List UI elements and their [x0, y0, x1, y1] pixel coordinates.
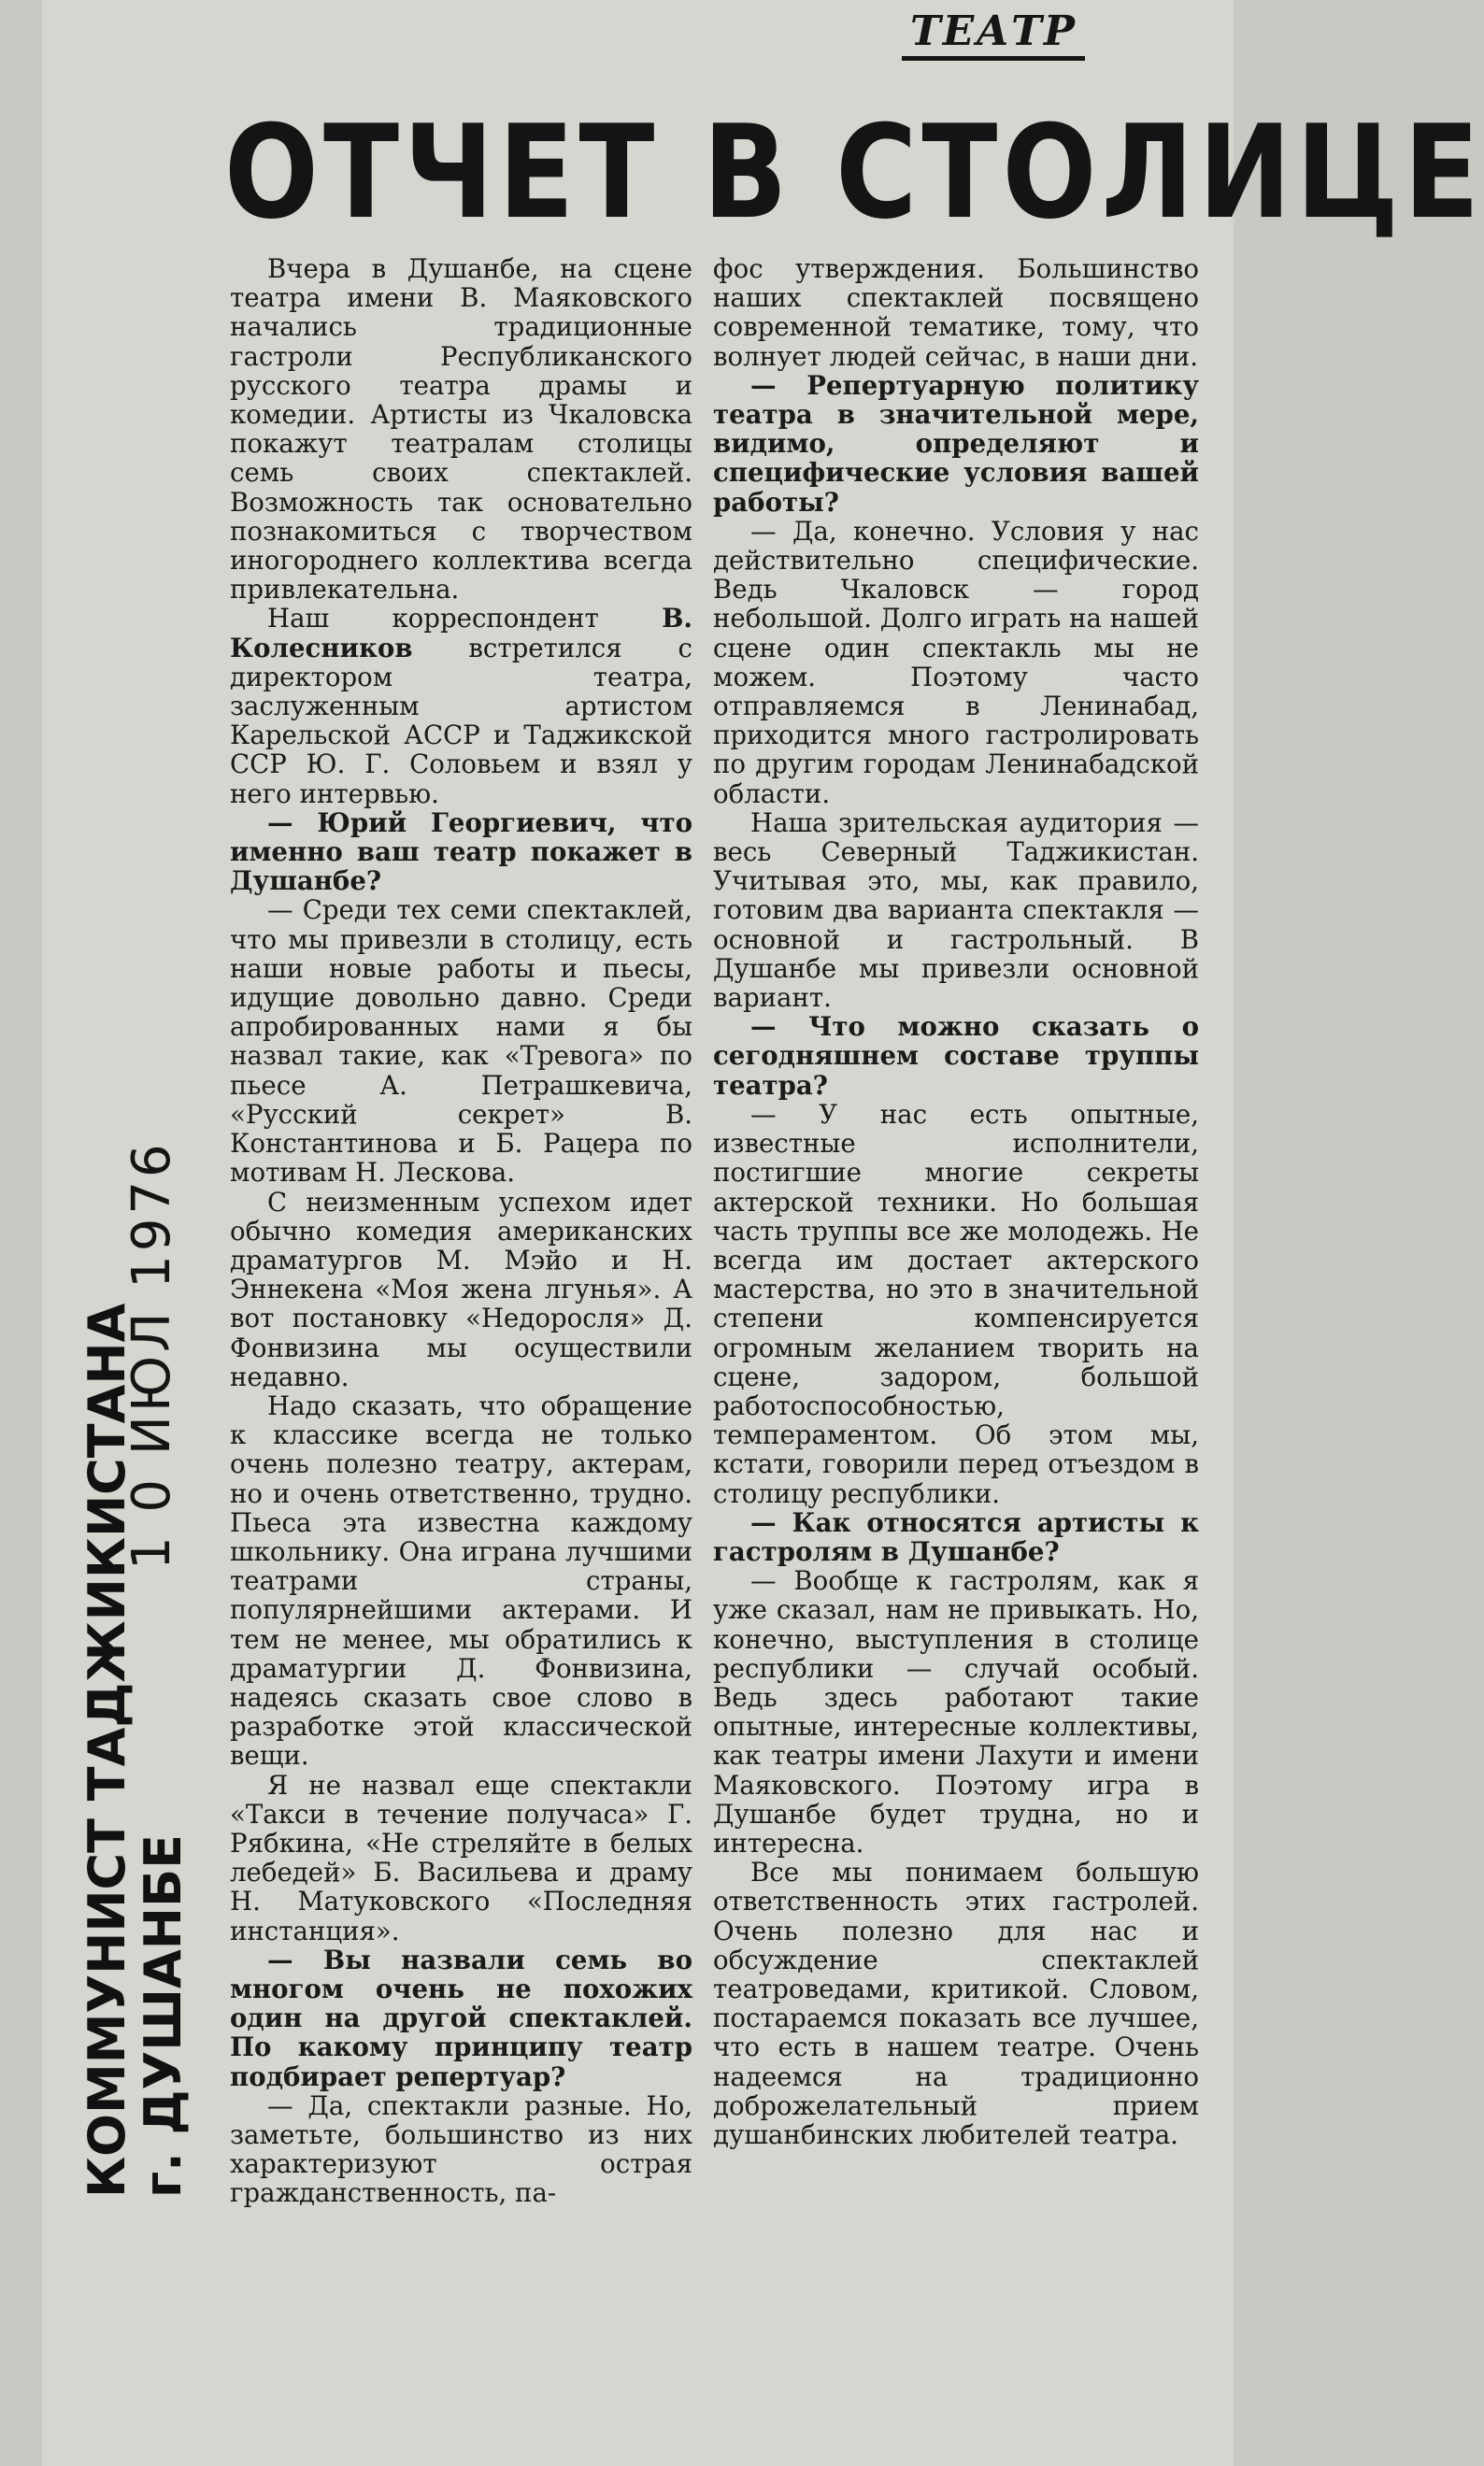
- paragraph-text: С неизменным успехом идет обычно комедия американских драматургов М. Мэйо и Н. Эннекена «Моя жена лгунья». А вот постановку «Недоросля» Д. Фонвизина мы осуществили недавно.: [230, 1186, 692, 1392]
- article-paragraph: [230, 1771, 692, 1946]
- question-text: — Что можно сказать о сегодняшнем составе труппы театра?: [713, 1011, 1199, 1101]
- question-text: — Как относятся артисты к гастролям в Душанбе?: [713, 1506, 1199, 1567]
- interview-question: [230, 1946, 692, 2091]
- date-stamp: 1 0 ИЮЛ 1976: [121, 1140, 182, 1570]
- paragraph-text: — Среди тех семи спектаклей, что мы привезли в столицу, есть наши новые работы и пьесы, идущие довольно давно. Среди апробированных нами я бы назвал такие, как «Тревога» по пьесе А. Петрашкевича, «Русский секрет» В. Константинова и Б. Рацера по мотивам Н. Лескова.: [230, 894, 692, 1189]
- paragraph-text: Наша зрительская аудитория — весь Северный Таджикистан. Учитывая это, мы, как правило, готовим два варианта спектакля — основной и гастрольный. В Душанбе мы привезли основной вариант.: [713, 806, 1199, 1014]
- paragraph-text: Я не назвал еще спектакли «Такси в течение получаса» Г. Рябкина, «Не стреляйте в белых лебедей» Б. Васильева и драму Н. Матуковского «Последняя инстанция».: [230, 1769, 692, 1946]
- article-paragraph: [230, 2091, 692, 2208]
- interview-question: [713, 1508, 1199, 1566]
- article-paragraph: [713, 254, 1199, 371]
- source-stamp: [79, 1304, 192, 2198]
- paragraph-text: — У нас есть опытные, известные исполнители, постигшие многие секреты актерской техники. Но большая часть труппы все же молодежь. Не всегда им достает актерского мастерства, но это в значительной степени компенсируется огромным желанием творить на сцене, задором, большой работоспособностью, темпераментом. Об этом мы, кстати, говорили перед отъездом в столицу республики.: [713, 1098, 1199, 1509]
- paragraph-text: Наш корреспондент: [267, 603, 663, 634]
- article-paragraph: [713, 1858, 1199, 2149]
- paragraph-text: — Вообще к гастролям, как я уже сказал, нам не привыкать. Но, конечно, выступления в столице республики — случай особый. Ведь здесь работают такие опытные, интересные коллективы, как театры имени Лахути и имени Маяковского. Поэтому игра в Душанбе будет трудна, но и интересна.: [713, 1565, 1199, 1859]
- paragraph-text: Вчера в Душанбе, на сцене театра имени В. Маяковского начались традиционные гастроли Республиканского русского театра драмы и комедии. Артисты из Чкаловска покажут театралам столицы семь своих спектаклей. Возможность так основательно познакомиться с творчеством иногороднего коллектива всегда привлекательна.: [230, 253, 692, 606]
- paragraph-text: Надо сказать, что обращение к классике всегда не только очень полезно театру, актерам, но и очень ответственно, трудно. Пьеса эта известна каждому школьнику. Она играна лучшими театрами страны, популярнейшими актерами. И тем не менее, мы обратились к драматургии Д. Фонвизина, надеясь сказать свое слово в разработке этой классической вещи.: [230, 1390, 692, 1772]
- paragraph-text: — Да, спектакли разные. Но, заметьте, большинство из них характеризуют острая гражданственность, па-: [230, 2089, 692, 2209]
- article-paragraph: [230, 895, 692, 1187]
- article-headline: ОТЧЕТ В СТОЛИЦЕ: [224, 97, 1484, 248]
- article-paragraph: [713, 1100, 1199, 1508]
- interview-question: [230, 808, 692, 896]
- paragraph-text: фос утверждения. Большинство наших спектаклей посвящено современной тематике, тому, что волнует людей сейчас, в наши дни.: [713, 253, 1199, 372]
- article-paragraph: [713, 1566, 1199, 1858]
- article-column-left: [230, 254, 692, 2208]
- article-column-right: [713, 254, 1199, 2149]
- article-paragraph: [230, 604, 692, 807]
- interview-question: [713, 371, 1199, 517]
- question-text: — Репертуарную политику театра в значительной мере, видимо, определяют и специфические условия вашей работы?: [713, 369, 1199, 518]
- paragraph-text: — Да, конечно. Условия у нас действительно специфические. Ведь Чкаловск — город небольшой. Долго играть на нашей сцене один спектакль мы не можем. Поэтому часто отправляемся в Ленинабад, приходится много гастролировать по другим городам Ленинабадской области.: [713, 515, 1199, 809]
- article-paragraph: [230, 254, 692, 604]
- question-text: — Юрий Георгиевич, что именно ваш театр покажет в Душанбе?: [230, 806, 692, 897]
- article-paragraph: [230, 1391, 692, 1771]
- city-name: г. ДУШАНБЕ: [134, 1834, 193, 2198]
- article-paragraph: [713, 517, 1199, 808]
- section-rubric: ТЕАТР: [902, 9, 1085, 61]
- paragraph-text-rest: встретился с директором театра, заслуженным артистом Карельской АССР и Таджикской ССР Ю. Г. Соловьем и взял у него интервью.: [230, 632, 692, 809]
- article-paragraph: [713, 808, 1199, 1012]
- correspondent-name: В. Колесников: [230, 603, 692, 663]
- question-text: — Вы назвали семь во многом очень не похожих один на другой спектаклей. По какому принципу театр подбирает репертуар?: [230, 1944, 692, 2092]
- newspaper-name: КОММУНИСТ ТАДЖИКИСТАНА: [78, 1303, 136, 2198]
- article-paragraph: [230, 1188, 692, 1391]
- paragraph-text: Все мы понимаем большую ответственность этих гастролей. Очень полезно для нас и обсуждение спектаклей театроведами, критикой. Словом, постараемся показать все лучшее, что есть в нашем театре. Очень надеемся на традиционно доброжелательный прием душанбинских любителей театра.: [713, 1857, 1199, 2150]
- interview-question: [713, 1012, 1199, 1100]
